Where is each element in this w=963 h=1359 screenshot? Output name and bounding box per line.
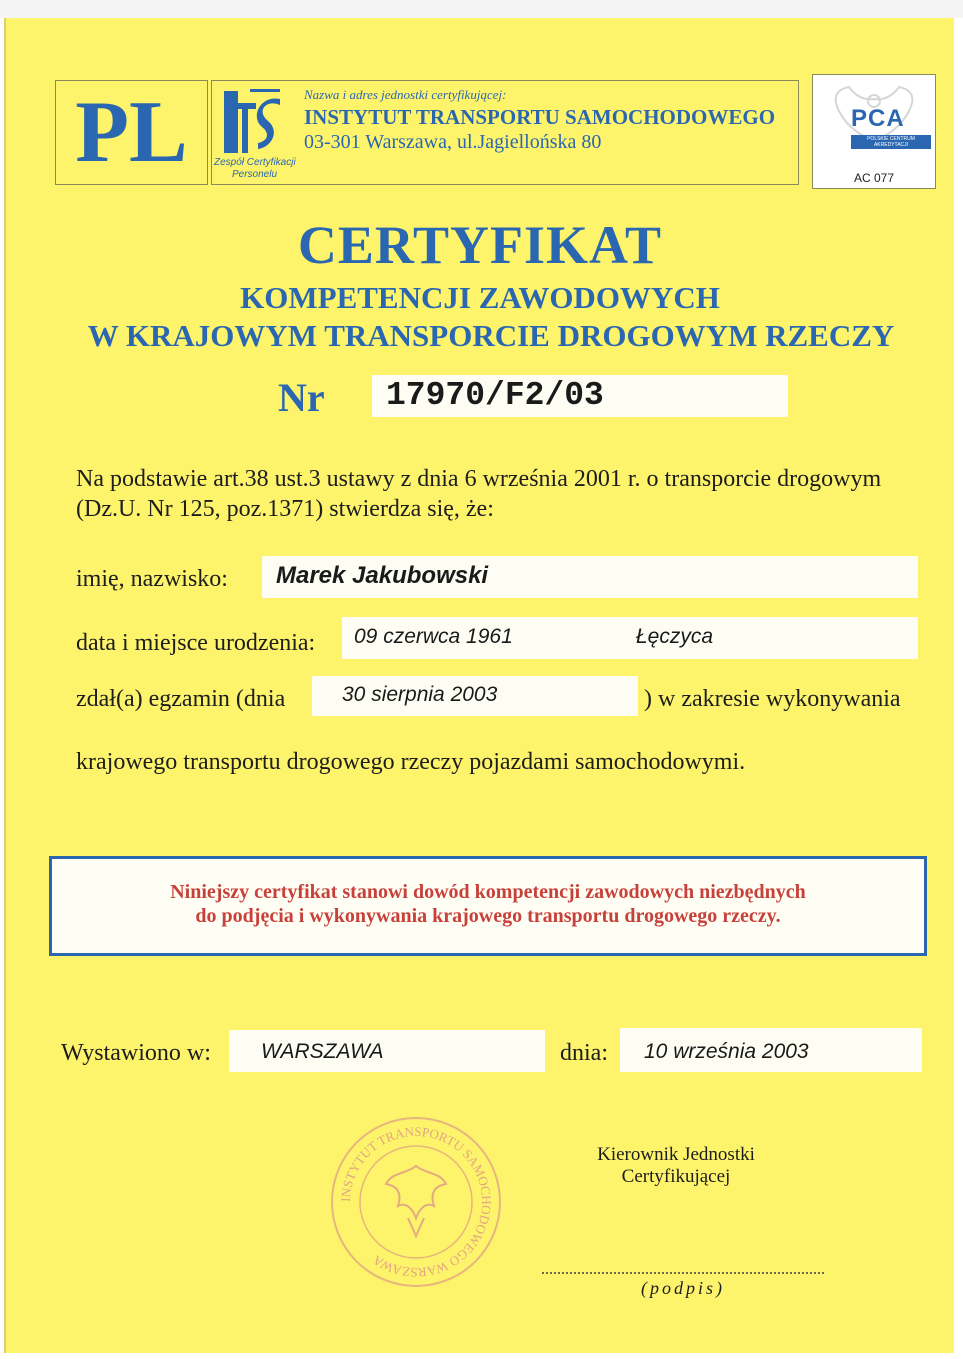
scope-line: krajowego transportu drogowego rzeczy pojazdami samochodowymi. — [76, 749, 746, 775]
exam-date-field — [312, 676, 638, 716]
certificate-title: CERTYFIKAT — [297, 215, 663, 275]
name-label: imię, nazwisko: — [76, 566, 228, 592]
certificate-number: 17970/F2/03 — [386, 377, 604, 414]
issue-date-label: dnia: — [560, 1040, 608, 1066]
pca-caption: POLSKIE CENTRUM AKREDYTACJI — [851, 135, 931, 149]
signatory-title-2: Certyfikującej — [621, 1166, 731, 1187]
stamp-text: INSTYTUT TRANSPORTU SAMOCHODOWEGO WARSZAWA — [337, 1123, 495, 1281]
name-field — [262, 556, 918, 598]
svg-text:INSTYTUT TRANSPORTU SAMOCHODOW — [338, 1124, 494, 1280]
certificate-subtitle-1: KOMPETENCJI ZAWODOWYCH — [240, 280, 720, 315]
issue-date: 10 września 2003 — [644, 1040, 809, 1063]
pca-logo: PCA — [851, 105, 905, 132]
its-logo-icon — [222, 85, 292, 157]
signatory-title-1: Kierownik Jednostki — [597, 1144, 755, 1165]
issue-place: WARSZAWA — [261, 1040, 384, 1063]
signature-line — [542, 1272, 824, 1274]
logo-caption-2: Personelu — [232, 169, 278, 180]
legal-basis-line-2: (Dz.U. Nr 125, poz.1371) stwierdza się, że: — [76, 496, 494, 522]
scan-top-margin — [0, 0, 963, 18]
accreditation-number: AC 077 — [853, 171, 895, 185]
holder-name: Marek Jakubowski — [276, 562, 489, 589]
certificate-page — [4, 18, 954, 1353]
number-label: Nr — [278, 375, 325, 420]
birth-label: data i miejsce urodzenia: — [76, 630, 316, 656]
institute-box — [211, 80, 799, 185]
notice-line-2: do podjęcia i wykonywania krajowego transportu drogowego rzeczy. — [195, 905, 781, 927]
entity-label: Nazwa i adres jednostki certyfikującej: — [304, 87, 507, 102]
notice-line-1: Niniejszy certyfikat stanowi dowód kompetencji zawodowych niezbędnych — [170, 881, 806, 903]
official-stamp — [328, 1114, 504, 1290]
entity-address: 03-301 Warszawa, ul.Jagiellońska 80 — [304, 131, 602, 153]
birth-place: Łęczyca — [636, 625, 714, 648]
legal-basis-line-1: Na podstawie art.38 ust.3 ustawy z dnia 6 września 2001 r. o transporcie drogowym — [76, 466, 882, 492]
country-code: PL — [75, 84, 188, 181]
birth-field — [342, 617, 918, 659]
country-box — [55, 80, 208, 185]
issue-place-field — [229, 1030, 545, 1072]
certificate-subtitle-2: W KRAJOWYM TRANSPORCIE DROGOWYM RZECZY — [87, 318, 895, 353]
logo-caption-1: Zespół Certyfikacji — [214, 157, 296, 168]
signature-caption: (podpis) — [641, 1278, 725, 1298]
exam-date: 30 sierpnia 2003 — [342, 683, 498, 706]
exam-label: zdał(a) egzamin (dnia — [76, 686, 286, 712]
number-field — [372, 375, 788, 417]
entity-name: INSTYTUT TRANSPORTU SAMOCHODOWEGO — [304, 105, 776, 129]
issue-date-field — [620, 1028, 922, 1072]
notice-box — [49, 856, 927, 956]
issue-place-label: Wystawiono w: — [61, 1040, 211, 1066]
pca-box — [812, 74, 936, 189]
birth-date: 09 czerwca 1961 — [354, 625, 513, 648]
exam-suffix: ) w zakresie wykonywania — [644, 686, 901, 712]
